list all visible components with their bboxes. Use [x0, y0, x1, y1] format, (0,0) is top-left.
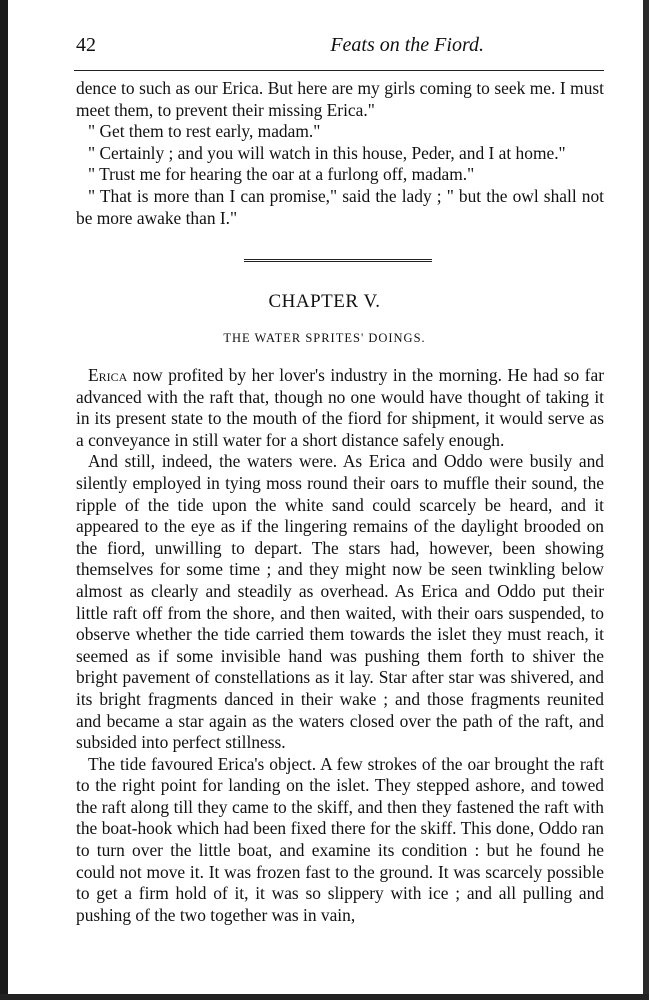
- scan-edge-left: [0, 0, 8, 1000]
- paragraph: [76, 754, 604, 927]
- paragraph: [76, 451, 604, 753]
- page-header: [76, 34, 604, 60]
- continued-text: [76, 78, 604, 229]
- paragraph: [76, 365, 604, 451]
- paragraph-text: now profited by her lover's industry in the morning. He had so far advanced with the raft that, though no one would have thought of taking it in its present state to the mouth of the fiord for shipment, it would serve as a conveyance in still water for a short distance safely enough.: [76, 365, 604, 450]
- paragraph: dence to such as our Erica. But here are my girls coming to seek me. I must meet them, to prevent their missing Erica.": [76, 78, 604, 120]
- paragraph: " Get them to rest early, madam.": [88, 121, 321, 142]
- chapter-subtitle: THE WATER SPRITES' DOINGS.: [223, 331, 426, 345]
- header-rule: [74, 70, 604, 71]
- page-number: 42: [76, 34, 96, 56]
- running-head: Feats on the Fiord.: [330, 34, 484, 56]
- paragraph-text: And still, indeed, the waters were. As Erica and Oddo were busily and silently employed in tying moss round their oars to muffle their sound, the ripple of the tide upon the white sand could scarcely be heard, and it appeared to the eye as if the lingering remains of the daylight brooded on the fiord, unwilling to depart. The stars had, however, been showing themselves for some time ; and they might now be seen twinkling below almost as clearly and steadily as overhead. As Erica and Oddo put their little raft off from the shore, and then waited, with their oars suspended, to observe whether the tide carried them towards the islet they must reach, it seemed as if some invisible hand was pushing them forth to shiver the bright pavement of constellations as it lay. Star after star was shivered, and its bright fragments danced in their wake ; and those fragments reunited and became a star again as the waters closed over the path of the raft, and subsided into perfect stillness.: [76, 451, 604, 753]
- paragraph-lead-word: Erica: [88, 365, 128, 385]
- scan-edge-bottom: [0, 994, 649, 1000]
- section-separator: [244, 259, 432, 262]
- chapter-text: [76, 365, 604, 926]
- chapter-title: CHAPTER V.: [268, 291, 381, 312]
- scan-edge-right: [643, 0, 649, 1000]
- paragraph: " Certainly ; and you will watch in this house, Peder, and I at home.": [88, 142, 566, 163]
- paragraph: " That is more than I can promise," said the lady ; " but the owl shall not be more awake than I.": [76, 185, 604, 228]
- paragraph: " Trust me for hearing the oar at a furlong off, madam.": [88, 164, 475, 185]
- paragraph-text: The tide favoured Erica's object. A few strokes of the oar brought the raft to the right point for landing on the islet. They stepped ashore, and towed the raft along till they came to the skiff, and then they fastened the raft with the boat-hook which had been fixed there for the skiff. This done, Oddo ran to turn over the little boat, and examine its condition : but he found he could not move it. It was frozen fast to the ground. It was scarcely possible to get a firm hold of it, it was so slippery with ice ; and all pulling and pushing of the two together was in vain,: [76, 753, 604, 925]
